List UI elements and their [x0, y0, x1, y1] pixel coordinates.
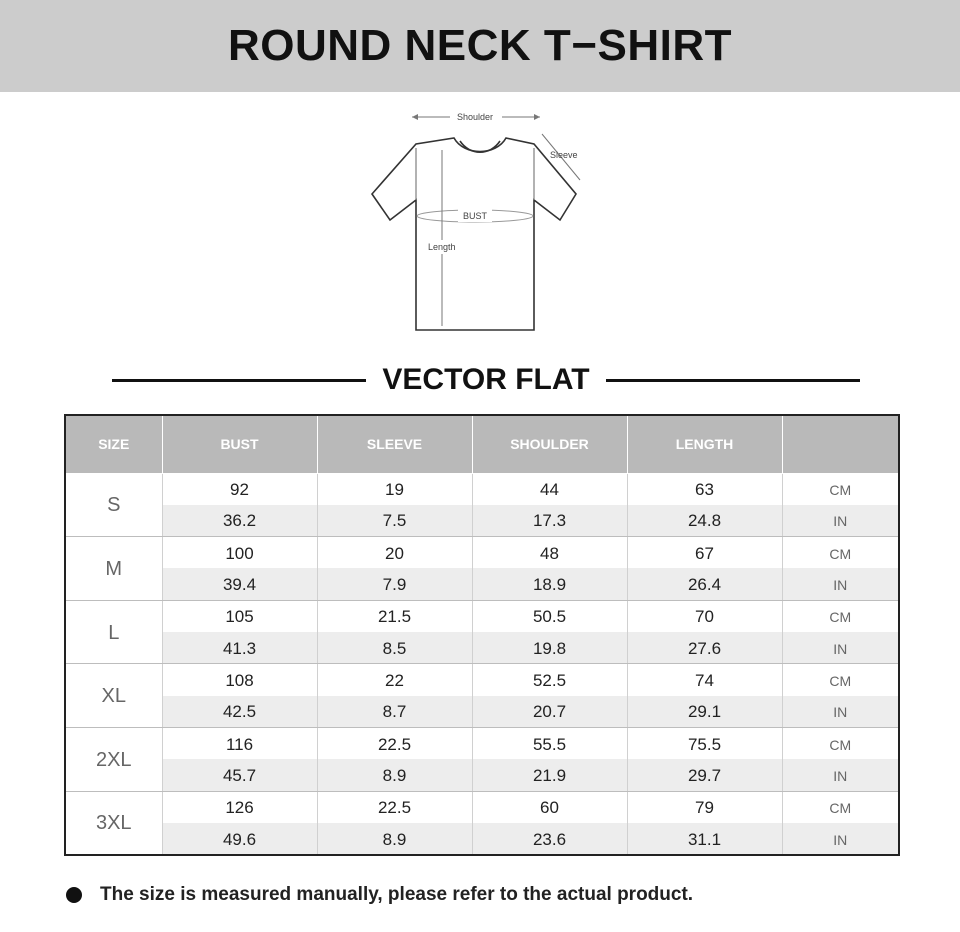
- size-label: S: [65, 473, 162, 537]
- shoulder-value: 23.6: [472, 823, 627, 855]
- section-rule-right: [606, 379, 860, 382]
- length-value: 29.1: [627, 696, 782, 728]
- table-row-m-cm: [65, 537, 899, 569]
- unit-label: IN: [782, 759, 899, 791]
- sleeve-value: 22: [317, 664, 472, 696]
- unit-label: CM: [782, 728, 899, 760]
- bust-value: 92: [162, 473, 317, 505]
- table-row-3xl-cm: [65, 791, 899, 823]
- measurement-note: [66, 884, 693, 906]
- shoulder-label: Shoulder: [456, 112, 494, 122]
- bust-value: 108: [162, 664, 317, 696]
- section-title: VECTOR FLAT: [382, 363, 590, 396]
- section-heading: [112, 358, 860, 402]
- table-row-s-cm: [65, 473, 899, 505]
- sleeve-value: 8.7: [317, 696, 472, 728]
- neck-rib: [460, 141, 500, 152]
- sleeve-value: 8.5: [317, 632, 472, 664]
- length-value: 31.1: [627, 823, 782, 855]
- unit-label: IN: [782, 696, 899, 728]
- unit-label: CM: [782, 664, 899, 696]
- section-rule-left: [112, 379, 366, 382]
- note-text: The size is measured manually, please refer to the actual product.: [100, 884, 694, 905]
- shoulder-value: 20.7: [472, 696, 627, 728]
- bust-value: 39.4: [162, 568, 317, 600]
- length-value: 29.7: [627, 759, 782, 791]
- table-row-s-in: [65, 505, 899, 537]
- length-value: 74: [627, 664, 782, 696]
- header-length: LENGTH: [627, 415, 782, 473]
- header-sleeve: SLEEVE: [317, 415, 472, 473]
- unit-label: CM: [782, 537, 899, 569]
- header-band: [0, 0, 960, 92]
- sleeve-value: 8.9: [317, 759, 472, 791]
- shoulder-value: 50.5: [472, 600, 627, 632]
- unit-label: CM: [782, 600, 899, 632]
- length-value: 75.5: [627, 728, 782, 760]
- bust-value: 49.6: [162, 823, 317, 855]
- shoulder-value: 17.3: [472, 505, 627, 537]
- header-shoulder: SHOULDER: [472, 415, 627, 473]
- bust-value: 42.5: [162, 696, 317, 728]
- length-value: 63: [627, 473, 782, 505]
- length-value: 67: [627, 537, 782, 569]
- size-chart-table: [64, 414, 900, 856]
- shoulder-value: 55.5: [472, 728, 627, 760]
- bust-value: 126: [162, 791, 317, 823]
- header-unit: [782, 415, 899, 473]
- unit-label: IN: [782, 823, 899, 855]
- unit-label: IN: [782, 505, 899, 537]
- size-label: 3XL: [65, 791, 162, 855]
- unit-label: CM: [782, 473, 899, 505]
- table-row-l-cm: [65, 600, 899, 632]
- shoulder-value: 48: [472, 537, 627, 569]
- table-row-m-in: [65, 568, 899, 600]
- size-label: M: [65, 537, 162, 601]
- sleeve-value: 7.5: [317, 505, 472, 537]
- table-row-xl-cm: [65, 664, 899, 696]
- table-row-2xl-in: [65, 759, 899, 791]
- length-value: 70: [627, 600, 782, 632]
- table-row-l-in: [65, 632, 899, 664]
- bust-value: 41.3: [162, 632, 317, 664]
- unit-label: IN: [782, 632, 899, 664]
- table-row-3xl-in: [65, 823, 899, 855]
- bust-value: 45.7: [162, 759, 317, 791]
- length-value: 24.8: [627, 505, 782, 537]
- sleeve-value: 8.9: [317, 823, 472, 855]
- bust-label: BUST: [462, 211, 488, 221]
- shoulder-value: 52.5: [472, 664, 627, 696]
- sleeve-value: 7.9: [317, 568, 472, 600]
- bullet-icon: [66, 887, 82, 903]
- shoulder-value: 21.9: [472, 759, 627, 791]
- shoulder-value: 19.8: [472, 632, 627, 664]
- header-bust: BUST: [162, 415, 317, 473]
- table-row-xl-in: [65, 696, 899, 728]
- length-label: Length: [428, 242, 456, 252]
- sleeve-value: 22.5: [317, 791, 472, 823]
- size-label: 2XL: [65, 728, 162, 792]
- size-label: XL: [65, 664, 162, 728]
- unit-label: IN: [782, 568, 899, 600]
- unit-label: CM: [782, 791, 899, 823]
- page-title: ROUND NECK T−SHIRT: [227, 21, 733, 70]
- sleeve-label: Sleeve: [550, 150, 578, 160]
- length-value: 26.4: [627, 568, 782, 600]
- sleeve-value: 20: [317, 537, 472, 569]
- bust-value: 116: [162, 728, 317, 760]
- sleeve-value: 21.5: [317, 600, 472, 632]
- size-label: L: [65, 600, 162, 664]
- bust-value: 105: [162, 600, 317, 632]
- length-value: 79: [627, 791, 782, 823]
- sleeve-value: 19: [317, 473, 472, 505]
- table-row-2xl-cm: [65, 728, 899, 760]
- table-header-row: [65, 415, 899, 473]
- header-size: SIZE: [65, 415, 162, 473]
- bust-value: 36.2: [162, 505, 317, 537]
- bust-value: 100: [162, 537, 317, 569]
- shoulder-value: 44: [472, 473, 627, 505]
- tshirt-diagram: [360, 104, 600, 340]
- length-value: 27.6: [627, 632, 782, 664]
- tshirt-outline: [372, 138, 576, 330]
- sleeve-value: 22.5: [317, 728, 472, 760]
- shoulder-value: 60: [472, 791, 627, 823]
- shoulder-value: 18.9: [472, 568, 627, 600]
